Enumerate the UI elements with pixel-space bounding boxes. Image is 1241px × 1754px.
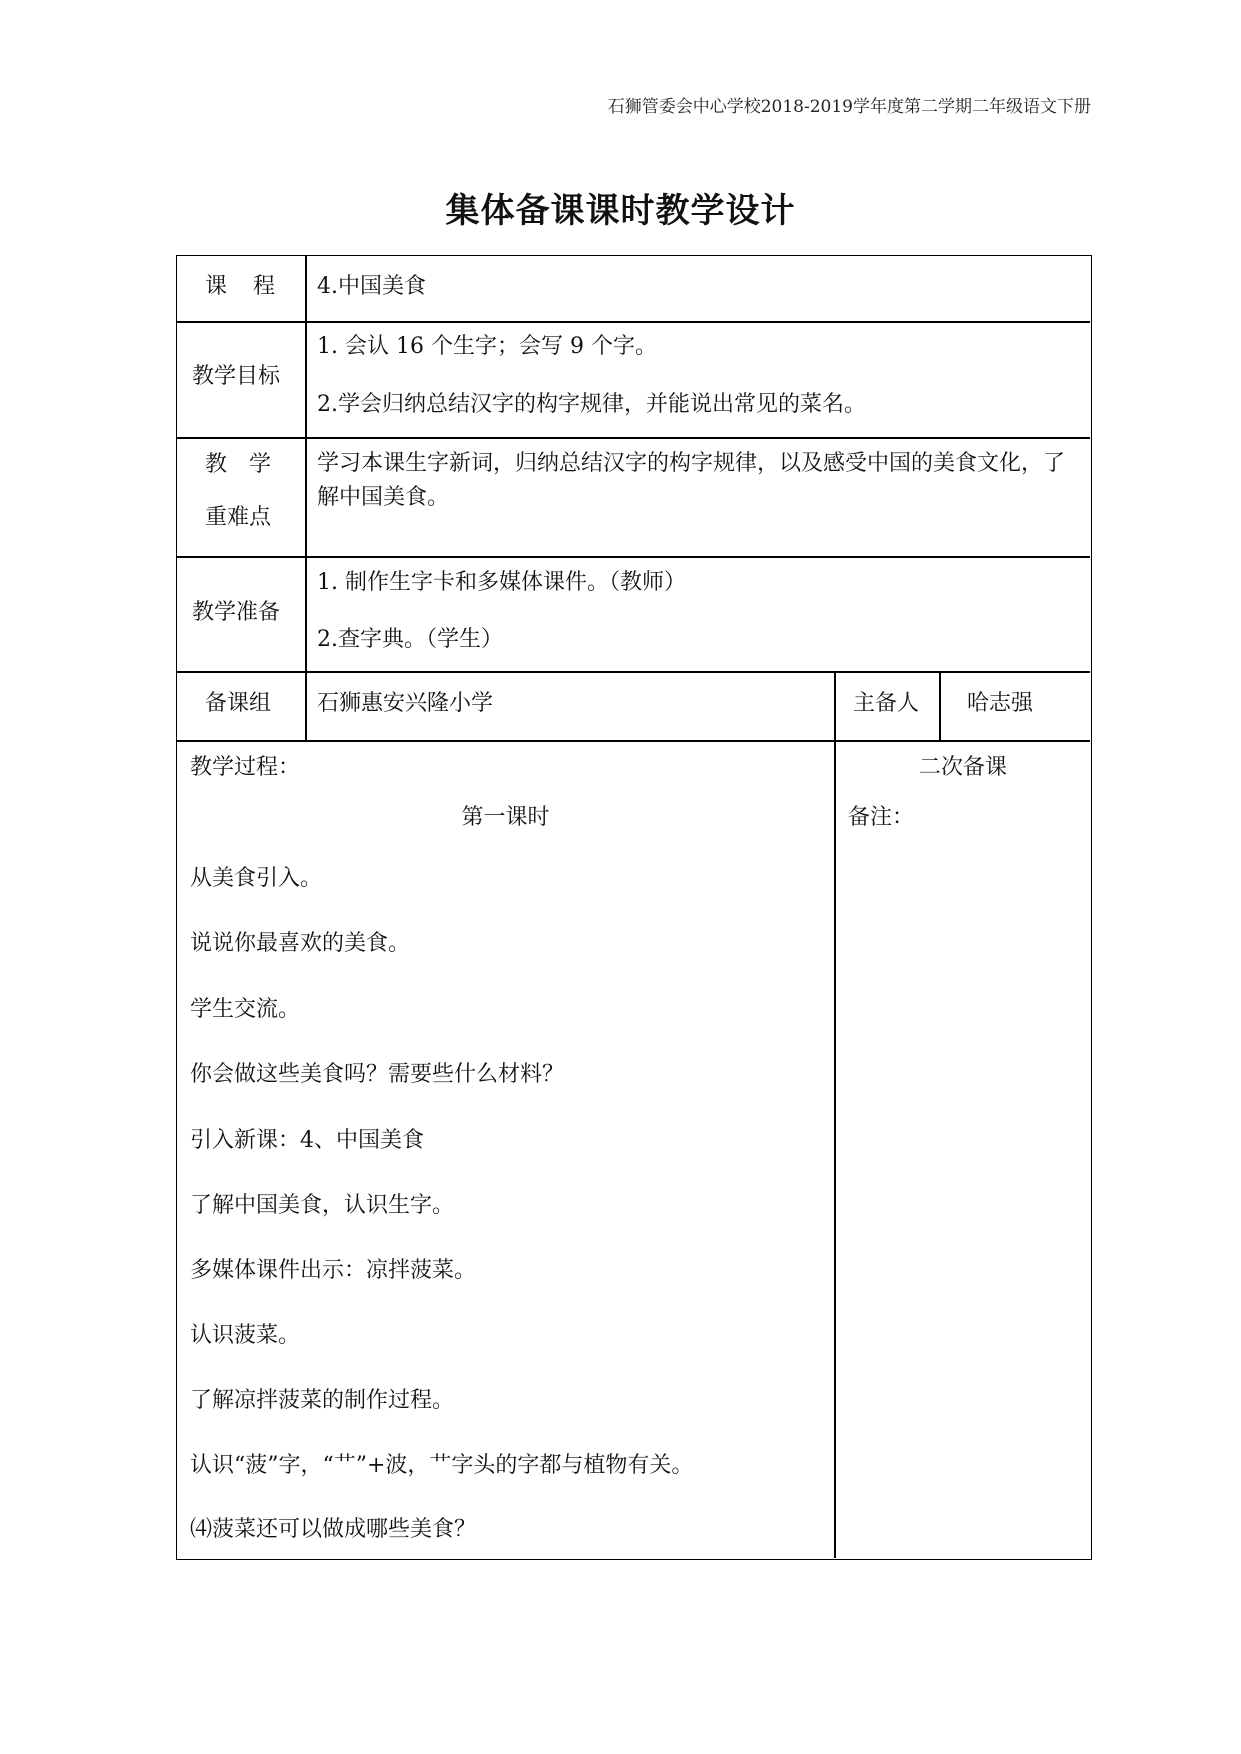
lesson-title: 第一课时 (461, 805, 550, 830)
course-value: 4.中国美食 (317, 274, 426, 299)
lesson-plan-table (176, 255, 1092, 1560)
notes-column-divider (834, 671, 836, 1558)
row-divider (177, 437, 1090, 439)
key-points-label: 教 学 (205, 452, 272, 477)
label-column-divider (305, 256, 307, 740)
process-line: 认识菠菜。 (190, 1323, 301, 1348)
group-value: 石狮惠安兴隆小学 (317, 691, 494, 716)
lead-teacher-label: 主备人 (853, 691, 920, 716)
document-title: 集体备课课时教学设计 (445, 191, 796, 231)
key-points-value: 学习本课生字新词，归纳总结汉字的构字规律，以及感受中国的美食文化，了解中国美食。 (317, 451, 1066, 510)
row-divider (177, 740, 1090, 742)
group-label: 备课组 (205, 691, 272, 716)
row-divider (177, 321, 1090, 323)
lead-teacher-value: 哈志强 (967, 691, 1034, 716)
process-line: 多媒体课件出示：凉拌菠菜。 (190, 1258, 477, 1283)
notes-label: 备注： (848, 805, 915, 830)
page-header: 石狮管委会中心学校2018-2019学年度第二学期二年级语文下册 (607, 97, 1091, 117)
row-divider (177, 556, 1090, 558)
process-line: 了解凉拌菠菜的制作过程。 (190, 1388, 455, 1413)
objective-item: 1. 会认 16 个生字；会写 9 个字。 (317, 334, 657, 359)
process-line: 说说你最喜欢的美食。 (190, 931, 411, 956)
process-line: ⑷菠菜还可以做成哪些美食？ (190, 1517, 477, 1542)
objectives-label: 教学目标 (192, 364, 281, 389)
secondary-prep-title: 二次备课 (918, 755, 1007, 780)
objective-item: 2.学会归纳总结汉字的构字规律，并能说出常见的菜名。 (317, 392, 866, 417)
preparation-item: 2.查字典。（学生） (317, 627, 503, 652)
process-label: 教学过程： (190, 755, 301, 780)
process-line: 引入新课：4、中国美食 (190, 1128, 424, 1153)
process-line: 你会做这些美食吗？需要些什么材料？ (190, 1062, 565, 1087)
row-divider (177, 671, 1090, 673)
lead-column-divider (939, 671, 941, 740)
process-line: 从美食引入。 (190, 866, 323, 891)
key-points-label: 重难点 (205, 505, 272, 530)
preparation-item: 1. 制作生字卡和多媒体课件。（教师） (317, 570, 686, 595)
process-line: 了解中国美食，认识生字。 (190, 1193, 455, 1218)
process-line: 学生交流。 (190, 997, 301, 1022)
course-label: 课 程 (205, 274, 278, 299)
preparation-label: 教学准备 (192, 600, 281, 625)
process-line: 认识“菠”字，“艹”+波，艹字头的字都与植物有关。 (190, 1453, 694, 1478)
